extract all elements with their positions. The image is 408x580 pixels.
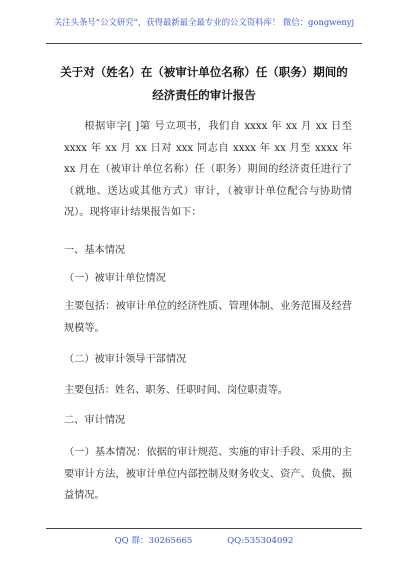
intro-paragraph-block	[64, 116, 352, 224]
section-2-heading: 二、审计情况	[64, 415, 126, 426]
footer-qq: QQ:535304092	[227, 536, 294, 546]
section-2-heading-row	[64, 410, 352, 432]
section-1-sub-1-heading-row	[64, 268, 352, 290]
section-1-heading: 一、基本情况	[64, 245, 126, 256]
section-1-sub-1-body: 主要包括：被审计单位的经济性质、管理体制、业务范围及经营规模等。	[64, 301, 352, 334]
title-line-1: 关于对（姓名）在（被审计单位名称）任（职务）期间的	[60, 65, 348, 79]
section-2-sub-1-body: （一）基本情况：依据的审计规范、实施的审计手段、采用的主要审计方法，被审计单位内部控制及财务收支、资产、负债、损益情况。	[64, 447, 352, 501]
document-title	[40, 61, 368, 107]
section-2-sub-1-body-block	[64, 442, 352, 507]
section-1-heading-row	[64, 240, 352, 262]
section-1-sub-2-body: 主要包括：姓名、职务、任职时间、岗位职责等。	[64, 385, 289, 396]
title-line-2: 经济责任的审计报告	[152, 88, 256, 102]
section-1-sub-2-heading-row	[64, 349, 352, 371]
footer-qq-group: QQ 群：30265665	[114, 536, 193, 546]
section-1-sub-2-heading: （二）被审计领导干部情况	[64, 354, 187, 365]
header-divider	[46, 43, 362, 44]
section-1-sub-1-body-block	[64, 296, 352, 339]
section-1-sub-2-body-block	[64, 380, 352, 402]
footer-divider	[46, 528, 362, 529]
intro-paragraph: 根据审字[ ]第 号立项书，我们自 xxxx 年 xx 月 xx 日至 xxxx 年 xx 月 xx 日对 xxx 同志自 xxxx 年 xx 月至 xxxx 年 xx 月在（被审计单位名称）任（职务）期间的经济责任进行了（就地、送达或其他方式）审计，（被审计单位配合与协助情况）。现将审计结果报告如下：	[64, 121, 352, 218]
header-banner: 关注头条号“公文研究”，获得最新最全最专业的公文资料库！ 微信：gongwenyj	[53, 17, 355, 27]
footer	[24, 533, 384, 549]
section-1-sub-1-heading: （一）被审计单位情况	[64, 273, 166, 284]
